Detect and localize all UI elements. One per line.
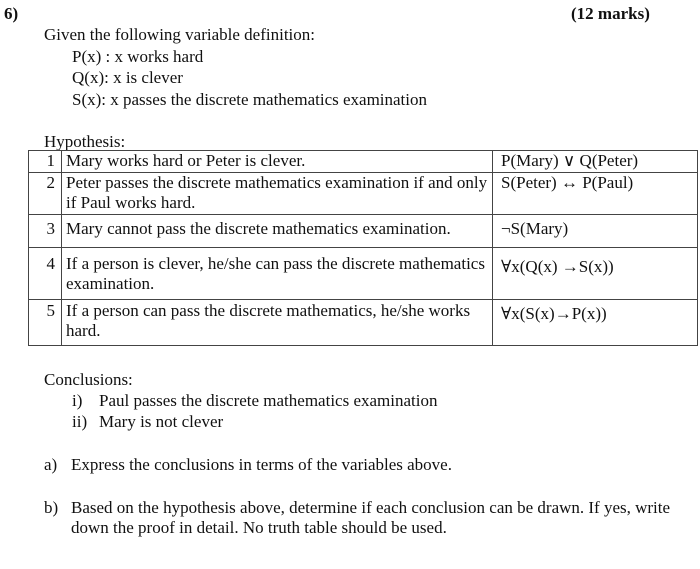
row-number: 4 xyxy=(29,248,62,300)
row-statement: If a person can pass the discrete mathematics, he/she works hard. xyxy=(62,300,493,346)
question-number: 6) xyxy=(4,4,19,23)
definitions-intro: Given the following variable definition: xyxy=(44,25,315,44)
task-label: a) xyxy=(44,455,58,474)
row-logic: ¬S(Mary) xyxy=(493,215,698,248)
row-number: 1 xyxy=(29,151,62,173)
table-row xyxy=(29,215,698,248)
conclusions-heading: Conclusions: xyxy=(44,370,133,389)
task-label: b) xyxy=(44,498,59,517)
table-row xyxy=(29,300,698,346)
conclusion-label: i) xyxy=(72,391,83,410)
row-logic: S(Peter) ↔ P(Paul) xyxy=(493,173,698,215)
definition-p: P(x) : x works hard xyxy=(72,47,204,66)
conclusion-text: Paul passes the discrete mathematics examination xyxy=(99,391,438,410)
row-logic: ∀x(Q(x) →S(x)) xyxy=(501,257,614,276)
marks-label: (12 marks) xyxy=(571,4,650,23)
row-logic-cell xyxy=(493,248,698,300)
row-logic: ∀x(S(x)→P(x)) xyxy=(501,304,607,323)
row-logic-cell xyxy=(493,300,698,346)
row-statement: Peter passes the discrete mathematics examination if and only if Paul works hard. xyxy=(62,173,493,215)
row-number: 3 xyxy=(29,215,62,248)
row-statement: If a person is clever, he/she can pass the discrete mathematics examination. xyxy=(62,248,493,300)
conclusion-text: Mary is not clever xyxy=(99,412,224,431)
hypothesis-table xyxy=(28,150,698,346)
definition-s: S(x): x passes the discrete mathematics examination xyxy=(72,90,428,109)
conclusion-label: ii) xyxy=(72,412,88,431)
row-number: 5 xyxy=(29,300,62,346)
table-row xyxy=(29,173,698,215)
row-statement: Mary works hard or Peter is clever. xyxy=(62,151,493,173)
row-statement: Mary cannot pass the discrete mathematics examination. xyxy=(62,215,493,248)
row-logic: P(Mary) ∨ Q(Peter) xyxy=(493,151,698,173)
table-row xyxy=(29,248,698,300)
hypothesis-heading: Hypothesis: xyxy=(44,132,126,151)
task-text: Express the conclusions in terms of the variables above. xyxy=(71,455,452,474)
row-number: 2 xyxy=(29,173,62,215)
table-row xyxy=(29,151,698,173)
definition-q: Q(x): x is clever xyxy=(72,68,183,87)
task-text: Based on the hypothesis above, determine if each conclusion can be drawn. If yes, write down the proof in detail. No truth table should be used. xyxy=(71,498,671,537)
